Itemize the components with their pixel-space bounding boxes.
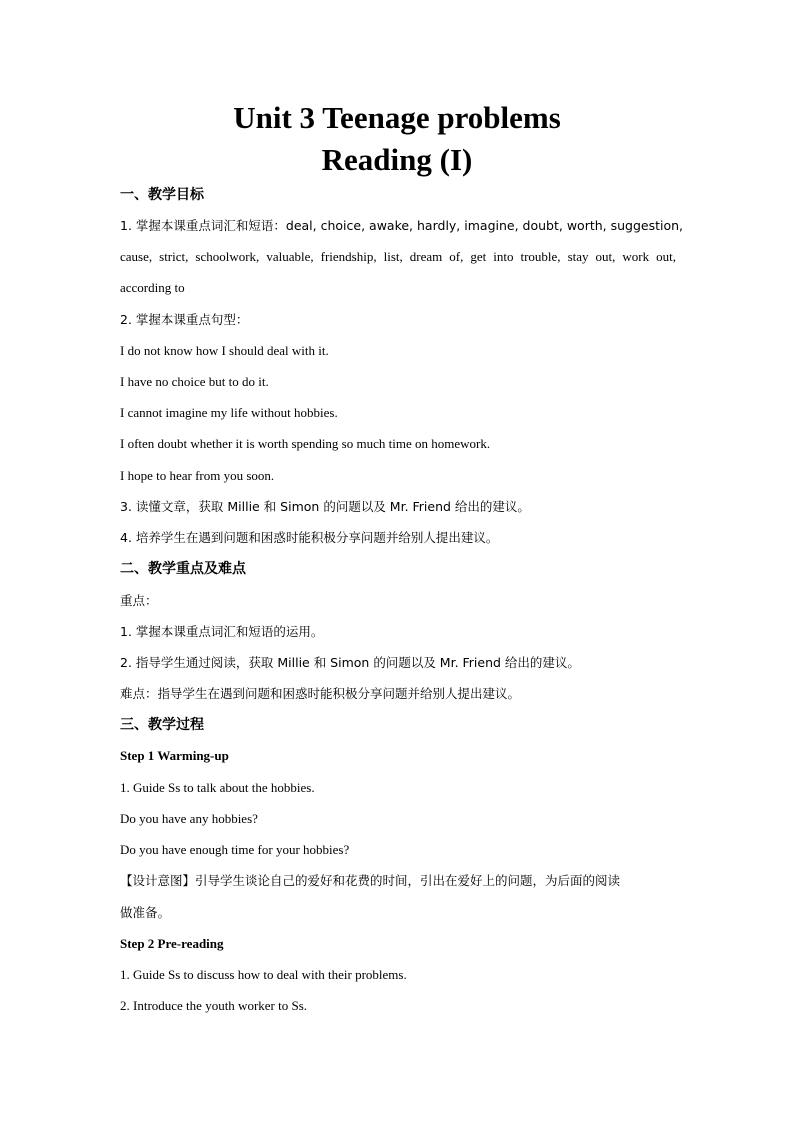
difficult-point: 难点：指导学生在遇到问题和困惑时能积极分享问题并给别人提出建议。 [120, 686, 521, 701]
design-intent-line-1: 【设计意图】引导学生谈论自己的爱好和花费的时间，引出在爱好上的问题，为后面的阅读 [120, 873, 621, 888]
sentence-pattern-2: I have no choice but to do it. [120, 374, 269, 389]
step-2-item-2: 2. Introduce the youth worker to Ss. [120, 998, 308, 1013]
document-title: Unit 3 Teenage problems [233, 100, 561, 135]
section-heading-process: 三、教学过程 [120, 717, 204, 733]
objective-1-line-1: 1. 掌握本课重点词汇和短语：deal, choice, awake, hardly, imagine, doubt, worth, suggestion, [120, 218, 684, 233]
step-2-title: Step 2 Pre-reading [120, 936, 224, 951]
document-subtitle: Reading (I) [321, 142, 473, 177]
sentence-pattern-1: I do not know how I should deal with it. [120, 343, 329, 358]
objective-2: 2. 掌握本课重点句型： [120, 312, 249, 327]
objective-3: 3. 读懂文章，获取 Millie 和 Simon 的问题以及 Mr. Friend 给出的建议。 [120, 499, 530, 514]
step-2-item-1: 1. Guide Ss to discuss how to deal with their problems. [120, 967, 407, 982]
objective-1-line-2: cause, strict, schoolwork, valuable, friendship, list, dream of, get into trouble, stay out, work out, [120, 249, 676, 264]
key-point-2: 2. 指导学生通过阅读，获取 Millie 和 Simon 的问题以及 Mr. Friend 给出的建议。 [120, 655, 580, 670]
step-1-question-2: Do you have enough time for your hobbies? [120, 842, 350, 857]
key-points-label: 重点： [120, 593, 158, 608]
objective-4: 4. 培养学生在遇到问题和困惑时能积极分享问题并给别人提出建议。 [120, 530, 499, 545]
design-intent-line-2: 做准备。 [120, 905, 171, 920]
sentence-pattern-4: I often doubt whether it is worth spending so much time on homework. [120, 436, 491, 451]
sentence-pattern-3: I cannot imagine my life without hobbies. [120, 405, 338, 420]
step-1-item-1: 1. Guide Ss to talk about the hobbies. [120, 780, 315, 795]
key-point-1: 1. 掌握本课重点词汇和短语的运用。 [120, 624, 324, 639]
section-heading-objectives: 一、教学目标 [120, 187, 204, 203]
objective-1-line-3: according to [120, 280, 185, 295]
sentence-pattern-5: I hope to hear from you soon. [120, 468, 275, 483]
section-heading-key-points: 二、教学重点及难点 [120, 561, 246, 577]
step-1-question-1: Do you have any hobbies? [120, 811, 258, 826]
step-1-title: Step 1 Warming-up [120, 748, 229, 763]
